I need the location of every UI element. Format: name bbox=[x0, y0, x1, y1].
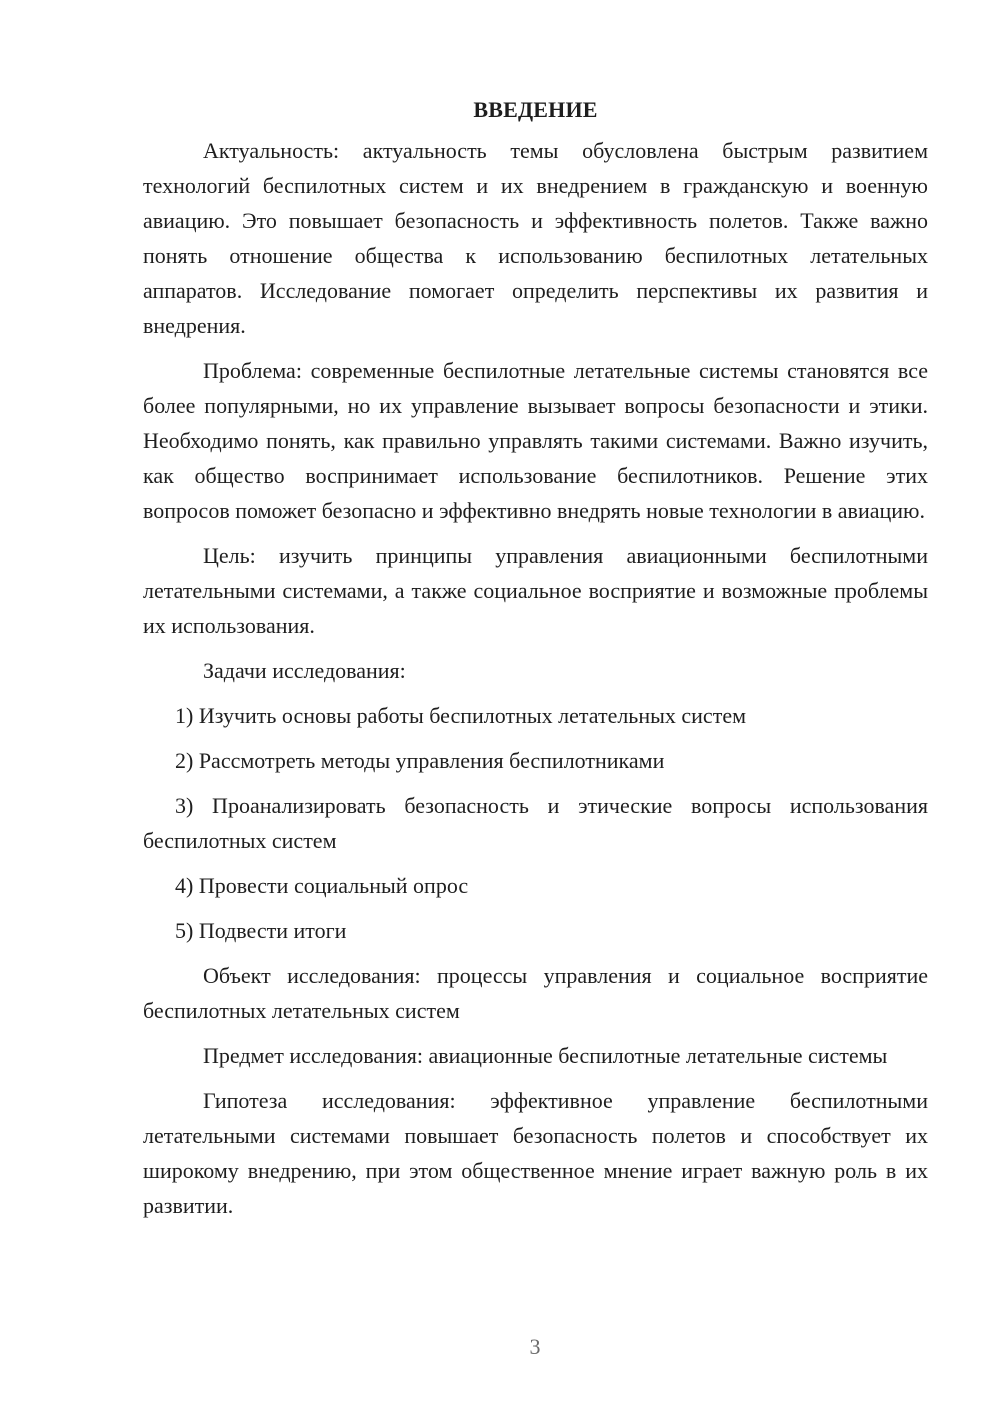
task-item-1: 1) Изучить основы работы беспилотных летательных систем bbox=[175, 703, 747, 728]
task-item-3: 3) Проанализировать безопасность и этические вопросы использования беспилотных систем bbox=[143, 793, 928, 853]
relevance-paragraph: Актуальность: актуальность темы обусловлена быстрым развитием технологий беспилотных систем и их внедрением в гражданскую и военную авиацию. Это повышает безопасность и эффективность полетов. Также важно понять отношение общества к использованию беспилотных летательных аппаратов. Исследование помогает определить перспективы их развития и внедрения. bbox=[143, 138, 928, 338]
goal-paragraph: Цель: изучить принципы управления авиационными беспилотными летательными системами, а также социальное восприятие и возможные проблемы их использования. bbox=[143, 543, 928, 638]
tasks-heading: Задачи исследования: bbox=[203, 658, 406, 683]
object-paragraph: Объект исследования: процессы управления и социальное восприятие беспилотных летательных систем bbox=[143, 963, 928, 1023]
hypothesis-paragraph: Гипотеза исследования: эффективное управление беспилотными летательными системами повышает безопасность полетов и способствует их широкому внедрению, при этом общественное мнение играет важную роль в их развитии. bbox=[143, 1088, 928, 1218]
task-item-2: 2) Рассмотреть методы управления беспилотниками bbox=[175, 748, 665, 773]
page-content bbox=[143, 92, 928, 1223]
section-title: ВВЕДЕНИЕ bbox=[473, 97, 598, 122]
subject-paragraph: Предмет исследования: авиационные беспилотные летательные системы bbox=[203, 1043, 888, 1068]
problem-paragraph: Проблема: современные беспилотные летательные системы становятся все более популярными, но их управление вызывает вопросы безопасности и этики. Необходимо понять, как правильно управлять такими системами. Важно изучить, как общество воспринимает использование беспилотников. Решение этих вопросов поможет безопасно и эффективно внедрять новые технологии в авиацию. bbox=[143, 358, 928, 523]
page-number: 3 bbox=[529, 1334, 541, 1359]
task-item-5: 5) Подвести итоги bbox=[175, 918, 347, 943]
task-item-4: 4) Провести социальный опрос bbox=[175, 873, 469, 898]
